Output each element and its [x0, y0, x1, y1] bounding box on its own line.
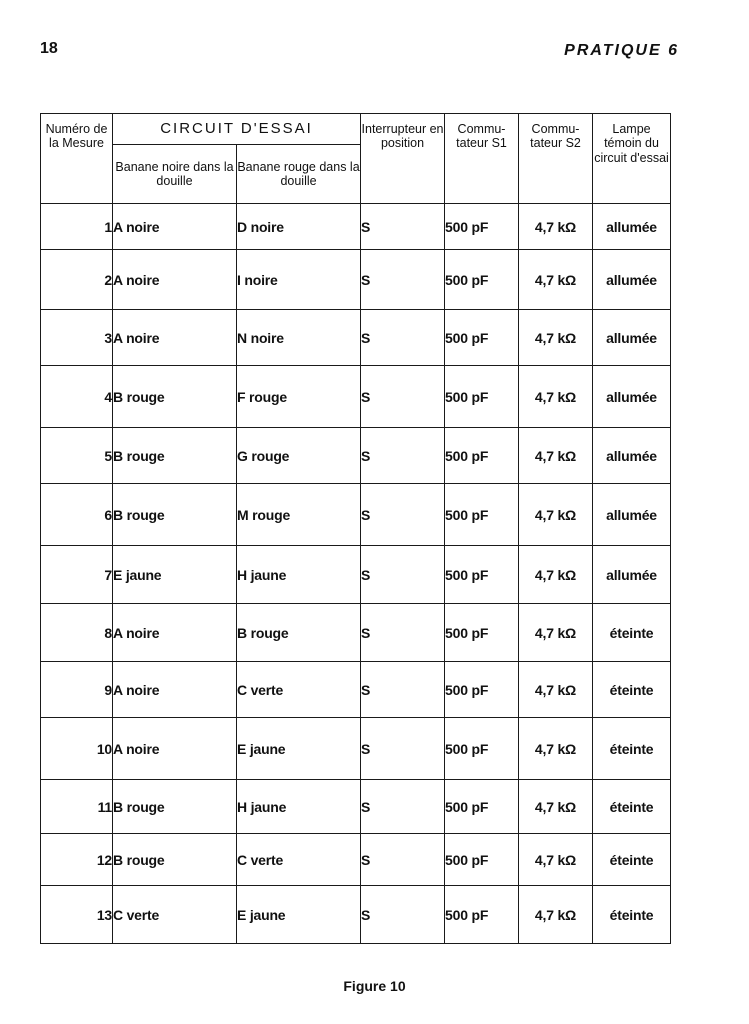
cell-lampe: allumée	[593, 310, 671, 366]
cell-commutateur-s1: 500 pF	[445, 366, 519, 428]
cell-interrupteur: S	[361, 886, 445, 944]
cell-commutateur-s1: 500 pF	[445, 310, 519, 366]
cell-numero: 7	[41, 546, 113, 604]
cell-numero: 10	[41, 718, 113, 780]
header-commutateur-s1: Commu- tateur S1	[445, 114, 519, 204]
cell-banane-rouge: G rouge	[237, 428, 361, 484]
cell-numero: 8	[41, 604, 113, 662]
cell-commutateur-s2: 4,7 kΩ	[519, 204, 593, 250]
cell-interrupteur: S	[361, 366, 445, 428]
cell-lampe: allumée	[593, 250, 671, 310]
cell-numero: 4	[41, 366, 113, 428]
cell-interrupteur: S	[361, 204, 445, 250]
cell-commutateur-s1: 500 pF	[445, 428, 519, 484]
cell-numero: 11	[41, 780, 113, 834]
cell-banane-rouge: H jaune	[237, 780, 361, 834]
cell-commutateur-s2: 4,7 kΩ	[519, 834, 593, 886]
cell-interrupteur: S	[361, 250, 445, 310]
header-banane-noire: Banane noire dans la douille	[113, 145, 237, 204]
cell-commutateur-s2: 4,7 kΩ	[519, 546, 593, 604]
table-row	[41, 366, 671, 428]
cell-lampe: allumée	[593, 366, 671, 428]
cell-commutateur-s2: 4,7 kΩ	[519, 484, 593, 546]
cell-banane-noire: C verte	[113, 886, 237, 944]
cell-banane-rouge: M rouge	[237, 484, 361, 546]
cell-banane-noire: B rouge	[113, 428, 237, 484]
cell-banane-noire: A noire	[113, 604, 237, 662]
cell-banane-rouge: I noire	[237, 250, 361, 310]
cell-commutateur-s2: 4,7 kΩ	[519, 780, 593, 834]
cell-banane-rouge: E jaune	[237, 886, 361, 944]
cell-commutateur-s2: 4,7 kΩ	[519, 604, 593, 662]
cell-commutateur-s1: 500 pF	[445, 604, 519, 662]
cell-commutateur-s1: 500 pF	[445, 204, 519, 250]
cell-banane-noire: A noire	[113, 250, 237, 310]
header-circuit-essai: CIRCUIT D'ESSAI	[113, 114, 361, 145]
cell-lampe: éteinte	[593, 780, 671, 834]
table-row	[41, 204, 671, 250]
cell-interrupteur: S	[361, 546, 445, 604]
table-row	[41, 604, 671, 662]
cell-lampe: allumée	[593, 546, 671, 604]
cell-numero: 13	[41, 886, 113, 944]
cell-banane-noire: B rouge	[113, 780, 237, 834]
cell-banane-noire: A noire	[113, 204, 237, 250]
cell-commutateur-s2: 4,7 kΩ	[519, 310, 593, 366]
cell-banane-noire: A noire	[113, 718, 237, 780]
cell-commutateur-s1: 500 pF	[445, 718, 519, 780]
cell-commutateur-s2: 4,7 kΩ	[519, 662, 593, 718]
cell-lampe: éteinte	[593, 834, 671, 886]
cell-banane-noire: B rouge	[113, 366, 237, 428]
cell-numero: 9	[41, 662, 113, 718]
cell-commutateur-s2: 4,7 kΩ	[519, 366, 593, 428]
cell-banane-noire: A noire	[113, 310, 237, 366]
cell-numero: 1	[41, 204, 113, 250]
table-row	[41, 718, 671, 780]
cell-interrupteur: S	[361, 484, 445, 546]
table-row	[41, 310, 671, 366]
table-row	[41, 886, 671, 944]
cell-commutateur-s1: 500 pF	[445, 662, 519, 718]
header-banane-rouge: Banane rouge dans la douille	[237, 145, 361, 204]
cell-commutateur-s2: 4,7 kΩ	[519, 718, 593, 780]
cell-banane-rouge: F rouge	[237, 366, 361, 428]
cell-lampe: éteinte	[593, 886, 671, 944]
cell-lampe: éteinte	[593, 662, 671, 718]
table-row	[41, 780, 671, 834]
cell-commutateur-s1: 500 pF	[445, 834, 519, 886]
cell-interrupteur: S	[361, 718, 445, 780]
cell-banane-rouge: H jaune	[237, 546, 361, 604]
table-row	[41, 662, 671, 718]
cell-interrupteur: S	[361, 428, 445, 484]
cell-interrupteur: S	[361, 604, 445, 662]
cell-banane-noire: E jaune	[113, 546, 237, 604]
cell-commutateur-s1: 500 pF	[445, 780, 519, 834]
cell-banane-noire: A noire	[113, 662, 237, 718]
cell-interrupteur: S	[361, 834, 445, 886]
cell-commutateur-s2: 4,7 kΩ	[519, 250, 593, 310]
cell-banane-rouge: D noire	[237, 204, 361, 250]
table-row	[41, 484, 671, 546]
header-commutateur-s2: Commu- tateur S2	[519, 114, 593, 204]
cell-numero: 2	[41, 250, 113, 310]
cell-numero: 6	[41, 484, 113, 546]
figure-caption: Figure 10	[343, 978, 406, 994]
cell-numero: 3	[41, 310, 113, 366]
cell-banane-rouge: E jaune	[237, 718, 361, 780]
table-body	[41, 204, 671, 944]
cell-commutateur-s1: 500 pF	[445, 886, 519, 944]
cell-banane-rouge: C verte	[237, 834, 361, 886]
header-interrupteur: Interrupteur en position	[361, 114, 445, 204]
page-header: PRATIQUE 6	[564, 42, 679, 59]
cell-numero: 12	[41, 834, 113, 886]
cell-banane-noire: B rouge	[113, 834, 237, 886]
table-row	[41, 428, 671, 484]
header-row-top	[41, 114, 671, 145]
cell-commutateur-s2: 4,7 kΩ	[519, 428, 593, 484]
cell-interrupteur: S	[361, 780, 445, 834]
cell-lampe: allumée	[593, 428, 671, 484]
cell-lampe: allumée	[593, 484, 671, 546]
table-row	[41, 546, 671, 604]
header-numero: Numéro de la Mesure	[41, 114, 113, 204]
cell-interrupteur: S	[361, 662, 445, 718]
cell-banane-rouge: N noire	[237, 310, 361, 366]
cell-lampe: éteinte	[593, 604, 671, 662]
cell-numero: 5	[41, 428, 113, 484]
table-row	[41, 834, 671, 886]
cell-lampe: allumée	[593, 204, 671, 250]
cell-banane-rouge: B rouge	[237, 604, 361, 662]
cell-interrupteur: S	[361, 310, 445, 366]
header-lampe-temoin: Lampe témoin du circuit d'essai	[593, 114, 671, 204]
table-row	[41, 250, 671, 310]
cell-banane-rouge: C verte	[237, 662, 361, 718]
measurement-table	[40, 113, 671, 944]
cell-commutateur-s1: 500 pF	[445, 484, 519, 546]
cell-commutateur-s2: 4,7 kΩ	[519, 886, 593, 944]
cell-commutateur-s1: 500 pF	[445, 546, 519, 604]
cell-banane-noire: B rouge	[113, 484, 237, 546]
cell-commutateur-s1: 500 pF	[445, 250, 519, 310]
page-number: 18	[40, 40, 58, 57]
cell-lampe: éteinte	[593, 718, 671, 780]
